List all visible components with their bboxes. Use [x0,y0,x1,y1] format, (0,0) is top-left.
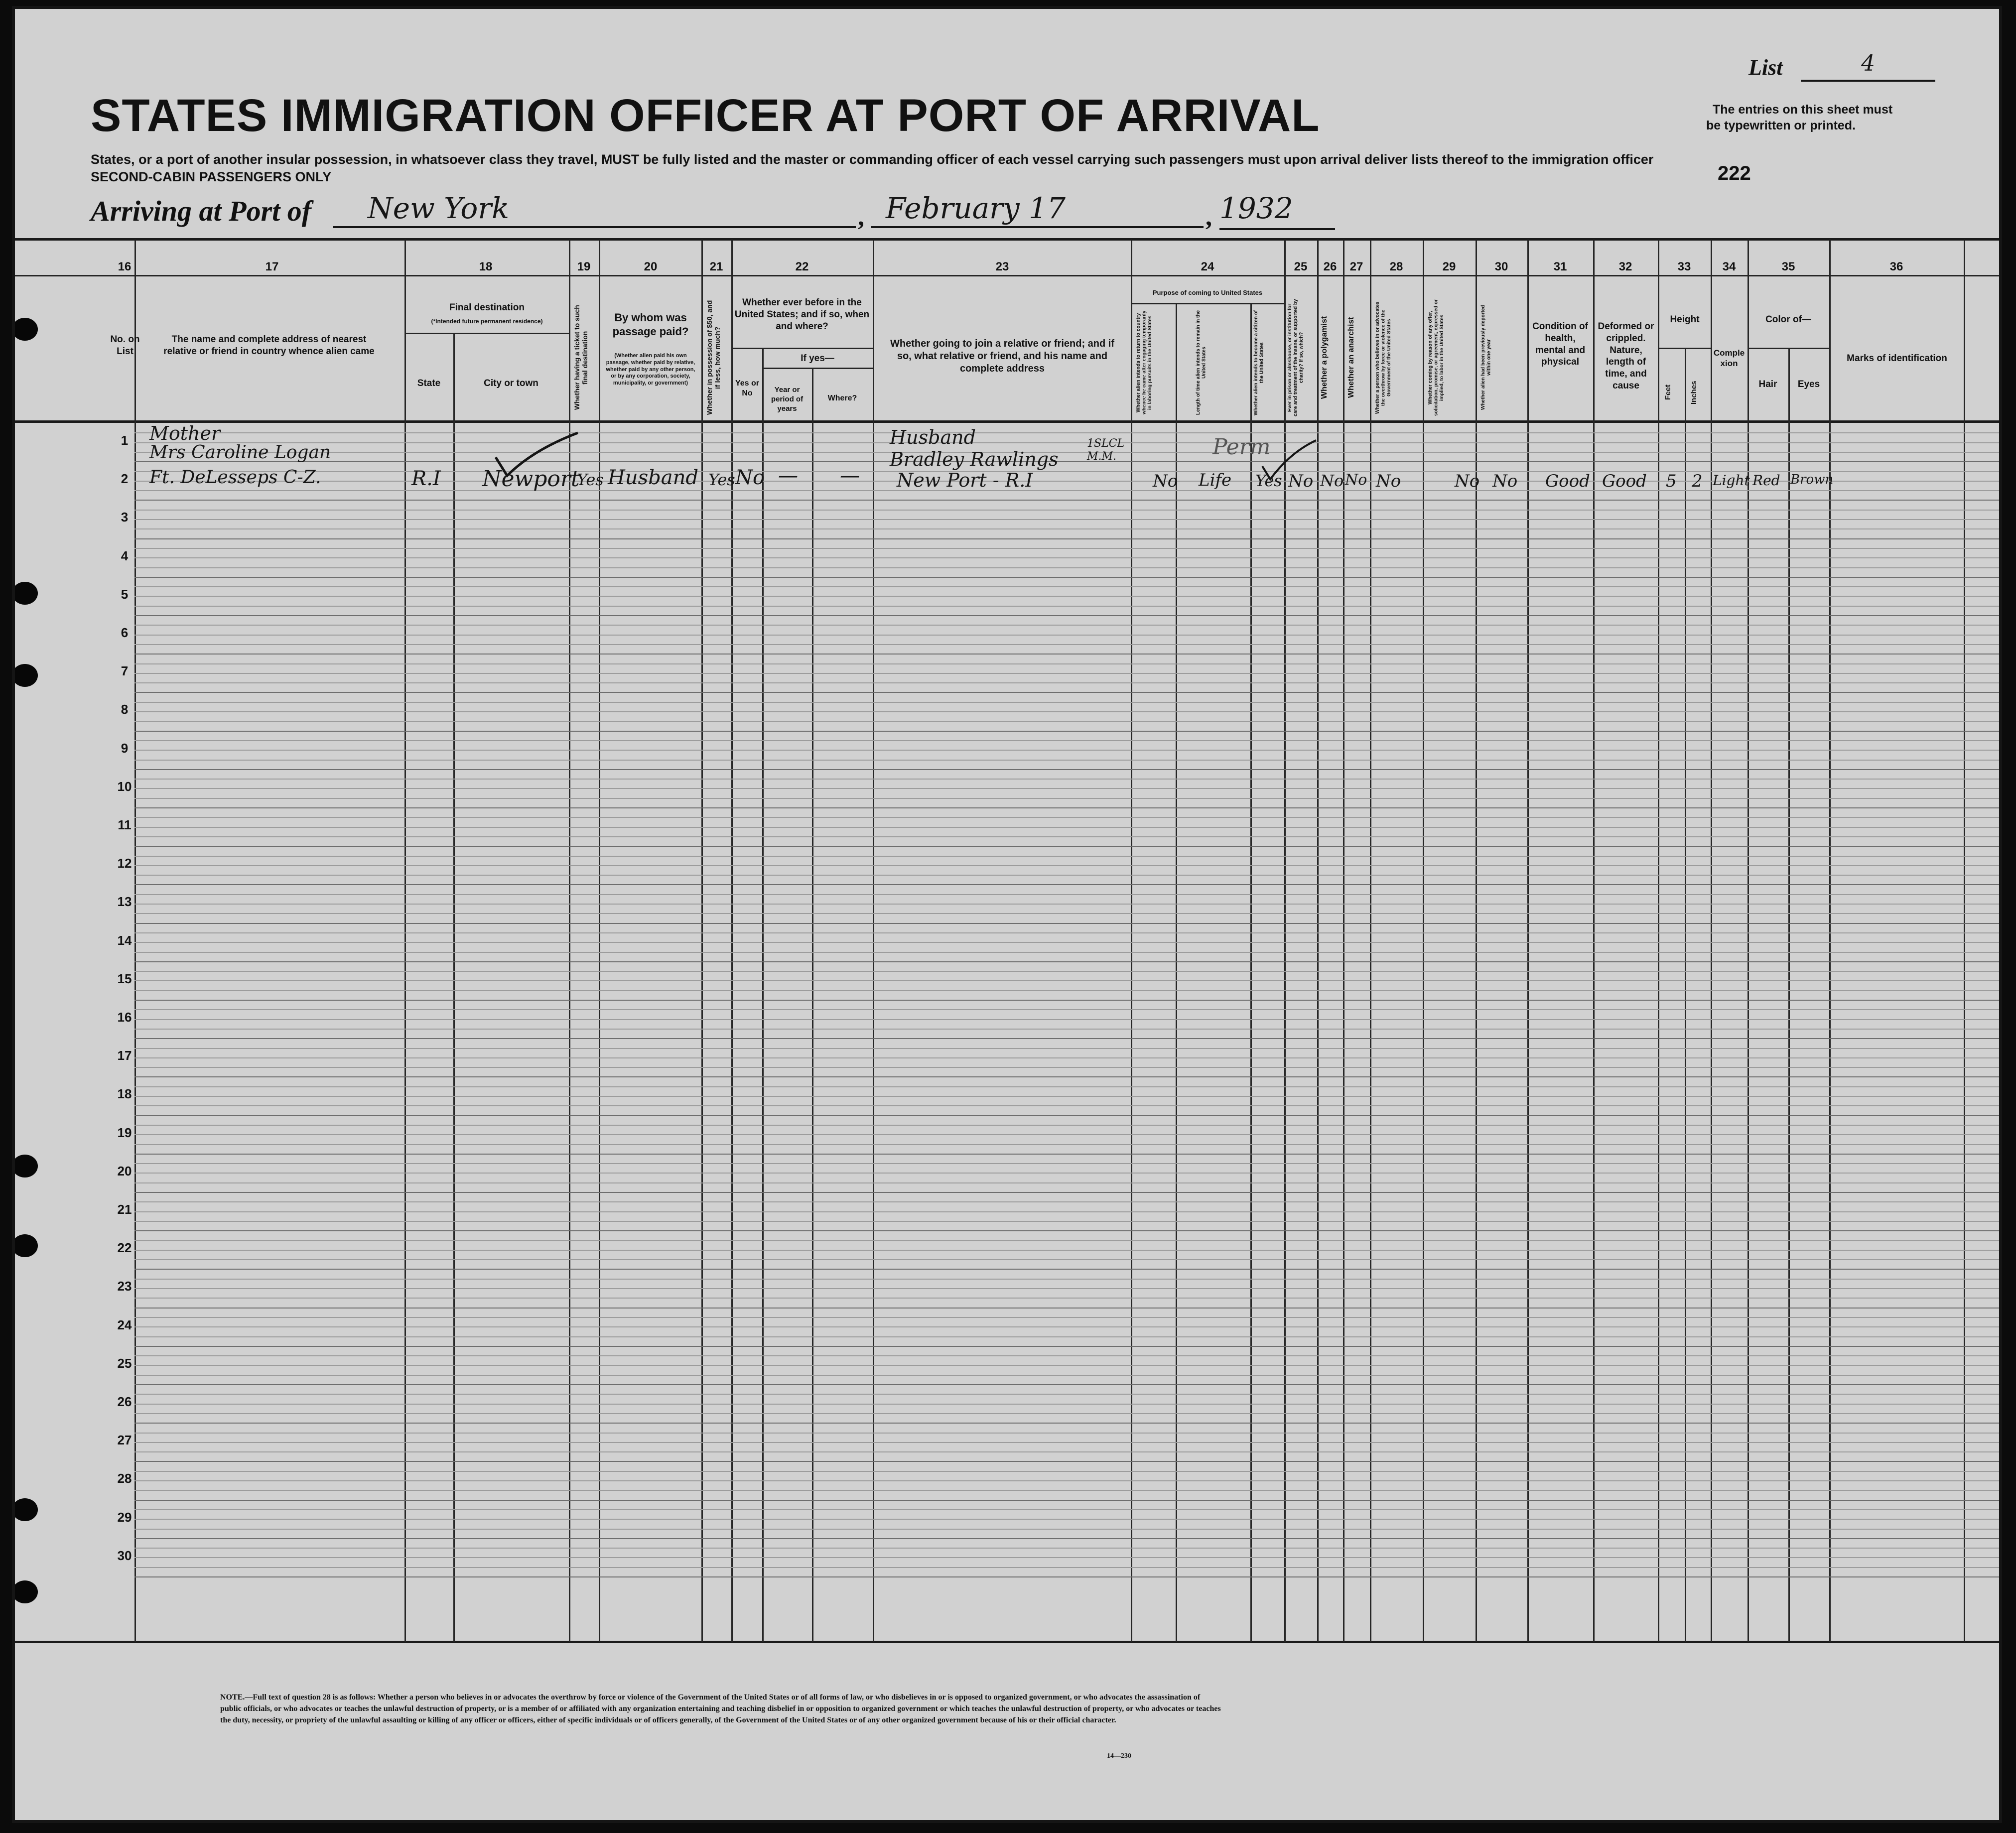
row-rule [134,673,2002,674]
entry-complexion: Light [1713,472,1750,489]
hdr-marks: Marks of identification [1847,353,1947,364]
hdr-passage-paid-sub: (Whether alien paid his own passage, whether paid by relative, whether paid by any other person, or by any corporation, society, municipality, or government) [606,353,695,386]
col-divider [1370,240,1371,1642]
row-rule [134,1259,2002,1260]
punch-hole [12,582,38,605]
class-line: SECOND-CABIN PASSENGERS ONLY [91,169,332,184]
list-number: 4 [1801,51,1935,82]
entry-deformed: Good [1602,471,1647,491]
row-rule [134,971,2002,972]
hdr-final-destination: Final destination [449,302,525,313]
row-number: 1 [121,433,129,448]
row-rule [134,760,2002,761]
row-rule [134,798,2002,799]
entry-relative-line2: Mrs Caroline Logan [149,442,331,463]
hdr-inches: Inches [1690,381,1698,404]
year-field: 1932 [1219,191,1335,230]
colnum-17: 17 [265,260,279,273]
row-rule [134,1500,2002,1501]
row-rule [134,1221,2002,1222]
entry-prison: No [1288,471,1314,491]
row-rule [134,1394,2002,1395]
row-rule [134,1490,2002,1491]
port-field: New York [333,191,856,228]
row-rule [134,490,2002,491]
punch-hole [12,1498,38,1521]
colnum-33: 33 [1677,260,1691,273]
hdr-prison: Ever in prison or almshouse, or institution for care and treatment of the insane, or supported by charity? If so, which? [1287,299,1304,416]
hdr-final-destination-sub: (*Intended future permanent residence) [431,318,543,325]
colnum-28: 28 [1389,260,1403,273]
row-number: 24 [117,1317,132,1332]
hdr-feet: Feet [1664,385,1672,400]
row-number: 29 [117,1509,132,1525]
table-bottom-border [15,1641,2002,1643]
row-rule [134,1519,2002,1520]
row-rule [134,1480,2002,1481]
row-rule [134,1298,2002,1299]
row-rule [134,1365,2002,1366]
col-divider [1527,240,1529,1642]
hdr-passage-paid: By whom was passage paid? [612,311,689,338]
entry-q28: No [1376,471,1401,491]
row-number: 9 [121,740,129,756]
entry-purpose-c: Yes [1255,471,1282,490]
hdr-deformed: Deformed or crippled. Nature, length of time, and cause [1598,321,1654,391]
row-rule [134,702,2002,703]
row-rule [134,1192,2002,1193]
entry-join-annot: 1SLCL M.M. [1087,437,1125,463]
row-rule [134,1076,2002,1077]
footer-note: NOTE.—Full text of question 28 is as follows: Whether a person who believes in or advocates the overthrow by force or violence of the Government of the United States or of all forms of law, or who disbelieves in or is opposed to organized government, or who advocates the assassination of public officials, or who advocates or teaches the unlawful destruction of property, or is a member of or affiliated with any organization entertaining and teaching disbelief in or opposition to organized government or which teaches the unlawful destruction of property, or who advocates or teaches the duty, necessity, or propriety of the unlawful assaulting or killing of any officer or officers, either of specific individuals or of officers generally, of the Government of the United States or of any other organized government because of his or their official character. [220,1693,1221,1725]
col-divider [1829,240,1831,1642]
colnum-24: 24 [1201,260,1214,273]
hdr-relative: The name and complete address of nearest relative or friend in country whence alien came [163,334,375,357]
subheader-line [404,333,569,334]
entry-health: Good [1545,471,1590,491]
subheader-line [731,348,873,349]
subheader-line [1658,348,1711,349]
row-rule [134,1230,2002,1231]
row-rule [134,1567,2002,1568]
entry-q30: No [1492,471,1518,491]
col-divider [1788,348,1790,1642]
col-divider [812,368,813,1642]
col-divider [731,240,733,1642]
row-number: 13 [117,894,132,910]
row-rule [134,904,2002,905]
row-number: 22 [117,1240,132,1256]
row-rule [134,1115,2002,1116]
entry-ever-before: No [735,466,765,489]
row-rule [134,1538,2002,1539]
entry-passage: Husband [608,466,698,489]
row-rule [134,682,2002,683]
hdr-hair: Hair [1758,379,1777,390]
colnum-35: 35 [1781,260,1795,273]
subheader-line [1131,303,1284,304]
row-number: 11 [118,817,132,832]
entry-hair: Red [1752,472,1780,489]
hdr-purpose: Purpose of coming to United States [1152,289,1263,296]
row-rule [134,836,2002,837]
header-bottom-border [15,420,2002,423]
row-rule [134,557,2002,558]
row-rule [134,1240,2002,1241]
hdr-yes-no: Yes or No [735,379,760,397]
row-rule [134,856,2002,857]
entry-purpose-b-over: Perm [1212,434,1271,460]
row-rule [134,1308,2002,1309]
row-number: 2 [121,471,129,487]
punch-hole [12,1155,38,1178]
col-divider [701,240,703,1642]
hdr-polygamist: Whether a polygamist [1320,316,1329,399]
row-rule [134,913,2002,914]
row-rule [134,750,2002,751]
row-rule [134,1173,2002,1174]
row-rule [134,1288,2002,1289]
entry-relative-line3: Ft. DeLesseps C-Z. [149,467,321,488]
row-rule [134,1442,2002,1443]
hdr-anarchist: Whether an anarchist [1347,317,1355,398]
row-rule [134,1019,2002,1020]
col-divider [762,348,764,1642]
entry-join-line3: New Port - R.I [897,469,1033,491]
row-rule [134,865,2002,866]
colnum-25: 25 [1294,260,1308,273]
row-rule [134,567,2002,568]
row-number: 18 [117,1086,132,1102]
comma-2: , [1206,203,1212,231]
row-number: 28 [117,1471,132,1486]
row-rule [134,894,2002,895]
colnum-36: 36 [1889,260,1903,273]
colnum-26: 26 [1323,260,1337,273]
row-rule [134,1384,2002,1385]
colnum-27: 27 [1349,260,1363,273]
row-rule [134,923,2002,924]
row-number: 21 [117,1202,132,1217]
hdr-year-period: Year or period of years [771,386,804,413]
row-rule [134,606,2002,607]
entry-anarchist: No [1345,471,1367,489]
entries-note-2: be typewritten or printed. [1706,119,1856,132]
colnum-18: 18 [479,260,493,273]
row-rule [134,1154,2002,1155]
row-rule [134,1009,2002,1010]
row-rule [134,548,2002,549]
col-divider [1176,303,1177,1642]
hdr-if-yes: If yes— [801,353,834,364]
row-rule [134,932,2002,933]
punch-hole [12,318,38,341]
hdr-height: Height [1670,314,1700,325]
row-rule [134,1355,2002,1356]
row-number: 4 [121,548,129,563]
row-rule [134,740,2002,741]
row-number: 8 [121,702,129,717]
hdr-q29: Whether coming by reason of any offer, solicitation, promise, or agreement, expressed or implied, to labor in the United States [1428,299,1445,416]
hdr-possession: Whether in possession of $50, and if less, how much? [705,300,722,415]
punch-hole [12,1234,38,1257]
manifest-sheet [12,6,2002,1823]
col-divider [1747,240,1749,1642]
row-rule [134,1548,2002,1549]
entry-purpose-a: No [1153,471,1178,491]
col-divider [1250,303,1252,1642]
row-rule [134,779,2002,780]
entry-q29: No [1455,471,1480,491]
row-rule [134,1269,2002,1270]
col-divider [599,240,600,1642]
entry-join-line1: Husband [890,426,976,448]
hdr-ever-before: Whether ever before in the United States; and if so, when and where? [734,297,870,332]
row-number: 23 [117,1279,132,1294]
row-rule [134,510,2002,511]
hdr-no-on-list: No. on List [110,334,140,357]
row-rule [134,1134,2002,1135]
row-rule [134,528,2002,529]
row-number: 27 [117,1433,132,1448]
col-divider [1593,240,1595,1642]
colnum-19: 19 [577,260,591,273]
row-rule [134,1105,2002,1106]
hdr-purpose-b: Length of time alien intends to remain in the United States [1196,310,1207,415]
row-number: 30 [117,1548,132,1563]
row-rule [134,1404,2002,1405]
row-rule [134,1067,2002,1068]
hdr-eyes: Eyes [1797,379,1820,390]
subtitle-line: States, or a port of another insular possession, in whatsoever class they travel, MUST be fully listed and the master or commanding officer of each vessel carrying such passengers must upon arrival deliver lists thereof to the immigration officer [91,152,1654,167]
arriving-label: Arriving at Port of [91,195,312,227]
punch-hole [12,664,38,687]
row-rule [134,961,2002,962]
entry-relative-line1: Mother [149,422,221,444]
row-number: 25 [117,1355,132,1371]
row-rule [134,875,2002,876]
hdr-purpose-a: Whether alien intends to return to country whence he came after engaging temporarily in laboring pursuits in the United States [1136,310,1153,415]
col-divider [1131,240,1132,1642]
row-rule [134,1144,2002,1145]
comma-1: , [858,203,864,231]
row-rule [134,1451,2002,1452]
row-rule [134,990,2002,991]
page-title: STATES IMMIGRATION OFFICER AT PORT OF ARRIVAL [91,90,1320,141]
row-rule [134,1048,2002,1049]
row-number: 3 [121,510,129,525]
col-divider [1658,240,1659,1642]
colnum-29: 29 [1442,260,1456,273]
entry-ticket: Yes [577,470,604,489]
row-rule [134,807,2002,808]
date-field: February 17 [871,191,1204,228]
row-number: 16 [117,1010,132,1025]
row-rule [134,1279,2002,1280]
subheader-line [1747,348,1829,349]
hdr-health: Condition of health, mental and physical [1532,321,1588,368]
row-number: 5 [121,586,129,602]
row-rule [134,432,2002,433]
row-number: 6 [121,625,129,640]
row-rule [134,1413,2002,1414]
hdr-state: State [417,378,441,389]
col-divider [873,240,874,1642]
entry-possession: Yes [708,470,735,489]
row-rule [134,1057,2002,1058]
row-rule [134,615,2002,616]
colnum-16: 16 [118,260,132,273]
colnum-34: 34 [1722,260,1736,273]
col-divider [1685,348,1686,1642]
row-rule [134,1211,2002,1212]
entry-state: R.I [411,467,441,490]
row-rule [134,586,2002,587]
colnum-31: 31 [1553,260,1567,273]
row-rule [134,1326,2002,1327]
row-rule [134,1557,2002,1558]
row-rule [134,769,2002,770]
colnum-32: 32 [1618,260,1632,273]
row-number: 7 [121,663,129,679]
subheader-line [762,368,873,369]
row-rule [134,452,2002,453]
row-number: 19 [117,1125,132,1140]
row-rule [134,942,2002,943]
row-rule [134,1509,2002,1510]
table-top-border [15,238,2002,241]
punch-hole [12,1580,38,1603]
entry-polygamist: No [1320,471,1344,490]
entry-join-line2: Bradley Rawlings [890,448,1059,470]
row-number: 14 [117,932,132,948]
col-divider [1343,240,1344,1642]
row-number: 15 [117,971,132,986]
row-rule [134,1529,2002,1530]
row-rule [134,1423,2002,1424]
row-rule [134,1346,2002,1347]
row-rule [134,461,2002,462]
row-rule [134,596,2002,597]
row-rule [134,884,2002,885]
entries-note-1: The entries on this sheet must [1713,103,1893,117]
row-rule [134,827,2002,828]
entry-year-period: — [778,464,798,487]
row-rule [134,1461,2002,1462]
colnum-20: 20 [644,260,658,273]
row-rule [134,1250,2002,1251]
row-rule [134,1375,2002,1376]
hdr-complexion: Complexion [1713,348,1745,369]
row-rule [134,1038,2002,1039]
row-rule [134,952,2002,953]
row-rule [134,519,2002,520]
hdr-q28: Whether a person who believes in or advocates the overthrow by force or violence of the Government of the United States [1375,301,1392,414]
colnum-divider [15,275,2002,276]
row-number: 12 [117,856,132,871]
row-rule [134,980,2002,981]
colnum-21: 21 [709,260,723,273]
row-rule [134,538,2002,539]
row-rule [134,1471,2002,1472]
row-rule [134,663,2002,664]
row-number: 20 [117,1163,132,1178]
row-rule [134,577,2002,578]
col-divider [1711,240,1712,1642]
colnum-22: 22 [795,260,809,273]
entry-feet: 5 [1666,471,1677,491]
hdr-purpose-c: Whether alien intends to become a citizen of the United States [1253,310,1265,415]
colnum-30: 30 [1494,260,1508,273]
row-rule [134,1163,2002,1164]
row-rule [134,721,2002,722]
row-rule [134,442,2002,443]
row-rule [134,1000,2002,1001]
row-rule [134,1201,2002,1202]
row-rule [134,1125,2002,1126]
row-rule [134,1317,2002,1318]
row-rule [134,1182,2002,1183]
row-rule [134,1336,2002,1337]
row-rule [134,1576,2002,1577]
entry-city: Newport [482,466,580,492]
row-rule [134,654,2002,655]
col-divider [404,240,406,1642]
row-rule [134,635,2002,636]
row-rule [134,1086,2002,1087]
row-rule [134,692,2002,693]
entry-where: — [840,464,860,487]
entry-inches: 2 [1692,471,1703,491]
hdr-city: City or town [484,378,538,389]
hdr-where: Where? [827,394,857,402]
entry-eyes: Brown [1790,472,1834,487]
colnum-23: 23 [995,260,1009,273]
col-divider [1964,240,1965,1642]
row-rule [134,731,2002,732]
row-rule [134,1029,2002,1030]
row-rule [134,711,2002,712]
entry-purpose-b: Life [1199,470,1232,490]
row-rule [134,1096,2002,1097]
row-rule [134,788,2002,789]
row-number: 10 [117,779,132,794]
row-number: 26 [117,1394,132,1409]
row-rule [134,644,2002,645]
hdr-q30: Whether alien had been previously deported within one year [1480,305,1492,410]
list-label: List [1748,55,1783,80]
row-rule [134,500,2002,501]
hdr-join-relative: Whether going to join a relative or friend; and if so, what relative or friend, and his name and complete address [890,338,1115,374]
row-rule [134,625,2002,626]
row-rule [134,817,2002,818]
col-divider [1423,240,1424,1642]
row-rule [134,846,2002,847]
hdr-color-of: Color of— [1765,314,1811,325]
hdr-ticket: Whether having a ticket to such final destination [573,305,589,410]
form-code: 14—230 [1107,1752,1131,1760]
row-rule [134,1433,2002,1434]
sheet-number: 222 [1718,162,1751,184]
col-divider [1476,240,1477,1642]
row-number: 17 [117,1048,132,1063]
